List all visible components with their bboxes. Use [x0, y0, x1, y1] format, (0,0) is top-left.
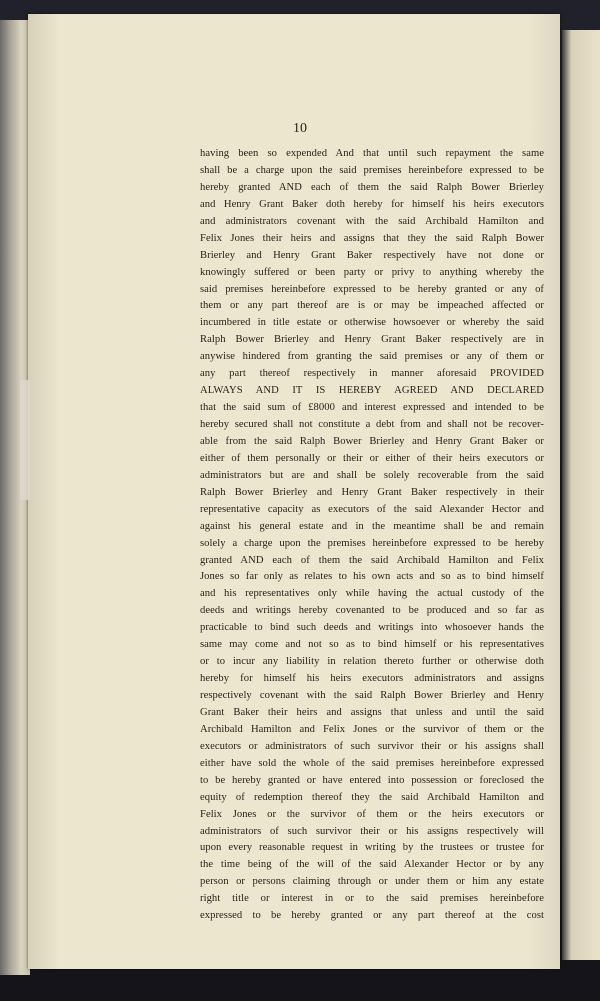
text-line: or to incur any liability in relation thereto further or otherwise doth — [200, 656, 544, 668]
page-number: 10 — [293, 121, 307, 136]
text-line: and his representatives only while having the actual custody of the — [200, 588, 544, 600]
text-line: either have sold the whole of the said premises hereinbefore expressed — [200, 757, 544, 769]
text-line: said premises hereinbefore expressed to be hereby granted or any of — [200, 283, 544, 295]
text-line: any part thereof respectively in manner aforesaid PROVIDED — [200, 368, 544, 380]
text-line: Ralph Bower Brierley and Henry Grant Baker respectively in their — [200, 486, 544, 498]
text-line: Felix Jones their heirs and assigns that they the said Ralph Bower — [200, 232, 544, 244]
text-line: ALWAYS AND IT IS HEREBY AGREED AND DECLARED — [200, 385, 544, 397]
text-line: knowingly suffered or been party or privy to anything whereby the — [200, 266, 544, 278]
text-line: granted AND each of them the said Archibald Hamilton and Felix — [200, 554, 544, 566]
text-line: them or any part thereof are is or may be impeached affected or — [200, 300, 544, 312]
text-line: shall be a charge upon the said premises hereinbefore expressed to be — [200, 164, 544, 176]
text-line: right title or interest in or to the said premises hereinbefore — [200, 893, 544, 905]
text-line: Grant Baker their heirs and assigns that unless and until the said — [200, 706, 544, 718]
text-line: having been so expended And that until such repayment the same — [200, 148, 544, 159]
text-line: able from the said Ralph Bower Brierley and Henry Grant Baker or — [200, 435, 544, 447]
text-line: that the said sum of £8000 and interest expressed and intended to be — [200, 402, 544, 414]
text-line: hereby granted AND each of them the said Ralph Bower Brierley — [200, 181, 544, 193]
text-line: anywise hindered from granting the said premises or any of them or — [200, 351, 544, 363]
text-line: Archibald Hamilton and Felix Jones or the survivor of them or the — [200, 723, 544, 735]
text-line: deeds and writings hereby covenanted to be produced and so far as — [200, 605, 544, 617]
text-line: the time being of the will of the said Alexander Hector or by any — [200, 859, 544, 871]
text-line: expressed to be hereby granted or any part thereof at the cost — [200, 910, 544, 922]
text-line: person or persons claiming through or under them or him any estate — [200, 876, 544, 888]
text-line: equity of redemption thereof they the said Archibald Hamilton and — [200, 791, 544, 803]
text-line: administrators but are and shall be solely recoverable from the said — [200, 469, 544, 481]
text-line: executors or administrators of such survivor their or his assigns shall — [200, 740, 544, 752]
text-line: to be hereby granted or have entered into possession or foreclosed the — [200, 774, 544, 786]
text-line: administrators of such survivor their or his assigns respectively will — [200, 825, 544, 837]
text-line: solely a charge upon the premises hereinbefore expressed to be hereby — [200, 537, 544, 549]
next-page-edge — [562, 30, 600, 960]
text-line: practicable to bind such deeds and writings into whosoever hands the — [200, 622, 544, 634]
text-line: against his general estate and in the meantime shall be and remain — [200, 520, 544, 532]
text-line: same may come and not so as to bind himself or his representatives — [200, 639, 544, 651]
text-line: incumbered in title estate or otherwise howsoever or whereby the said — [200, 317, 544, 329]
text-line: Brierley and Henry Grant Baker respectively have not done or — [200, 249, 544, 261]
text-line: and administrators covenant with the said Archibald Hamilton and — [200, 215, 544, 227]
text-line: and Henry Grant Baker doth hereby for himself his heirs executors — [200, 198, 544, 210]
text-line: Jones so far only as relates to his own acts and so as to bind himself — [200, 571, 544, 583]
text-line: upon every reasonable request in writing by the trustees or trustee for — [200, 842, 544, 854]
text-line: hereby for himself his heirs executors administrators and assigns — [200, 673, 544, 685]
text-line: either of them personally or their or either of their heirs executors or — [200, 452, 544, 464]
paper-tab — [20, 380, 30, 500]
text-line: Felix Jones or the survivor of them or the heirs executors or — [200, 808, 544, 820]
text-line: hereby secured shall not constitute a debt from and shall not be recover- — [200, 419, 544, 430]
text-line: Ralph Bower Brierley and Henry Grant Baker respectively are in — [200, 334, 544, 346]
body-text — [200, 146, 544, 925]
text-line: representative capacity as executors of the said Alexander Hector and — [200, 503, 544, 515]
text-line: respectively covenant with the said Ralph Bower Brierley and Henry — [200, 690, 544, 701]
